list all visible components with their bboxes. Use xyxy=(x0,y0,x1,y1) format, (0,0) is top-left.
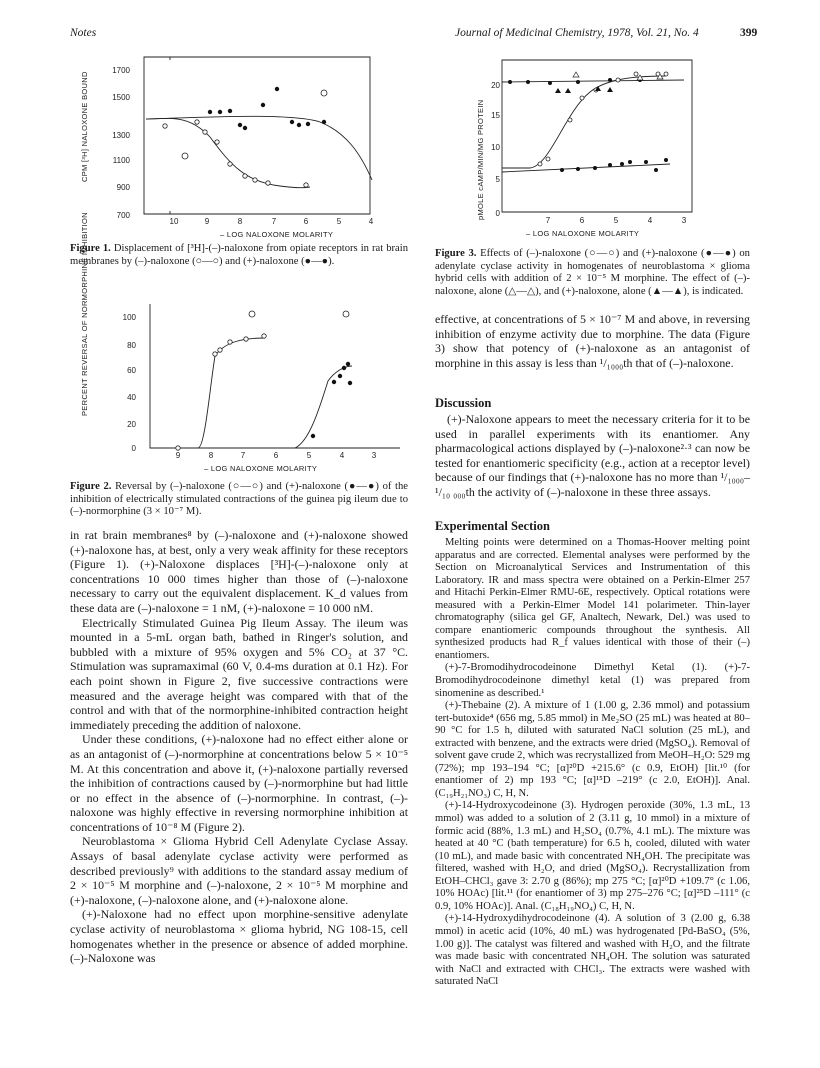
fig3-xtick: 6 xyxy=(579,216,585,225)
fig1-y-axis-label: CPM [³H] NALOXONE BOUND xyxy=(80,71,89,182)
fig3-xtick: 7 xyxy=(545,216,551,225)
paragraph: Melting points were determined on a Thomas-Hoover melting point apparatus and are corrected. Elemental analyses were performed by the Section on Microanalytical Services and Instrumentation of this Laboratory. IR and mass spectra were obtained on a Perkin-Elmer 257 and Hitachi Perkin-Elmer RMU-6E, respectively. Optical rotations were measured with a Perkin-Elmer Model 141 polarimeter. Thin-layer chromatography (silica gel GF, Analtech, Newark, Del.) was used to compare enantiomeric compounds throughout the synthesis. All synthesized products had R_f values identical with those of their (–) enantiomers. xyxy=(435,537,750,661)
fig1-xtick: 8 xyxy=(237,217,243,226)
fig3-ytick: 10 xyxy=(491,143,500,152)
fig3-x-axis-label: – LOG NALOXONE MOLARITY xyxy=(526,229,640,238)
paragraph: in rat brain membranes⁸ by (–)-naloxone and (+)-naloxone showed (+)-naloxone has, at best, only a very weak affinity for these receptors (Figure 1). (+)-Naloxone displaces [³H]-(–)-naloxone only at concentrations 10 000 times higher than those of (–)-naloxone necessary to carry out the equivalent displacement. K_d values from these data are (–)-naloxone = 1 nM, (+)-naloxone = 10 000 nM. xyxy=(70,528,408,615)
fig2-xtick: 3 xyxy=(371,451,377,460)
left-column-text xyxy=(70,528,408,966)
fig2-ytick: 40 xyxy=(127,393,136,402)
fig1-plot xyxy=(70,52,410,242)
paragraph: (+)-Naloxone appears to meet the necessary criteria for it to be used in parallel experiments with its enantiomer. Any pharmacological actions displayed by (–)-naloxone²·³ can now be tested for enantiomeric specificity (e.g., action at a receptor level) because of our findings that (+)-naloxone has no more than ¹/₁₀₀₀–¹/₁₀ ₀₀₀th the activity of (–)-naloxone in these three assays. xyxy=(435,412,750,499)
fig2-xtick: 5 xyxy=(306,451,312,460)
paragraph: (+)-Naloxone had no effect upon morphine-sensitive adenylate cyclase activity of neuroblastoma × glioma hybrid, NG 108-15, cell homogenates whether in the presence or absence of added morphine. (–)-Naloxone was xyxy=(70,907,408,966)
fig3-xtick: 5 xyxy=(613,216,619,225)
running-head-left: Notes xyxy=(70,27,97,39)
fig1-ytick: 1100 xyxy=(112,156,130,165)
paragraph: (+)-Thebaine (2). A mixture of 1 (1.00 g, 2.36 mmol) and potassium tert-butoxide⁴ (656 mg, 5.85 mmol) in Me₂SO (25 mL) was heated at 80–90 °C for 1.5 h, diluted with saturated NaCl solution (25 mL), and extracted with benzene, and the extracts were dried (MgSO₄). Removal of solvent gave crude 2, which was recrystallized from MeOH–H₂O: 529 mg (72%); mp 193–194 °C; [α]²⁰D +215.6° (c 0.9, EtOH) [lit.¹⁰ (for enantiomer of 2) mp 193 °C; [α]¹⁵D –219° (c 2.0, EtOH)]. Anal. (C₁₉H₂₁NO₃) C, H, N. xyxy=(435,700,750,799)
fig2-xtick: 8 xyxy=(208,451,214,460)
fig3-xtick: 3 xyxy=(681,216,687,225)
fig2-x-axis-label: – LOG NALOXONE MOLARITY xyxy=(204,464,318,473)
experimental-heading: Experimental Section xyxy=(435,519,550,533)
fig2-plot xyxy=(70,296,410,476)
fig1-ytick: 1700 xyxy=(112,66,130,75)
fig3-ytick: 0 xyxy=(495,209,500,218)
fig3-plot xyxy=(470,52,710,237)
paragraph: (+)-14-Hydroxycodeinone (3). Hydrogen peroxide (30%, 1.3 mL, 13 mmol) was added to a solution of 2 (3.11 g, 10 mmol) in a mixture of formic acid (88%, 1.3 mL) and H₂SO₄ (0.7%, 4.1 mL). The mixture was heated at 40 °C (bath temperature) for 6.5 h, cooled, diluted with water (10 mL), and made basic with concentrated NH₄OH. The precipitate was filtered, washed with H₂O, and dried (MgSO₄). Recrystallization from EtOH–CHCl₃ gave 3: 2.70 g (86%); mp 275 °C; [α]²⁰D +109.7° (c 1.06, 10% HOAc) [lit.¹¹ (for enantiomer of 3) mp 275–276 °C; [α]²⁵D –111° (c 0.9, 10% HOAc)]. Anal. (C₁₈H₁₉NO₄) C, H, N. xyxy=(435,800,750,912)
paragraph: (+)-14-Hydroxydihydrocodeinone (4). A solution of 3 (2.00 g, 6.38 mmol) in acetic acid (10%, 40 mL) was hydrogenated [Pd-BaSO₄ (5%, 1.00 g)]. The catalyst was filtered and washed with H₂O, and the filtrate was made basic with concentrated NH₄OH. The solution was saturated with NaCl and extracted with CHCl₃. The extracts were washed with saturated NaCl xyxy=(435,913,750,988)
fig3-caption-label: Figure 3. xyxy=(435,248,477,259)
fig2-caption xyxy=(70,481,408,519)
fig1-x-axis-label: – LOG NALOXONE MOLARITY xyxy=(220,230,334,239)
fig2-ytick: 80 xyxy=(127,341,136,350)
fig1-ytick: 700 xyxy=(116,211,130,220)
fig3-caption xyxy=(435,248,750,298)
fig2-caption-label: Figure 2. xyxy=(70,481,112,492)
fig1-xtick: 4 xyxy=(368,217,374,226)
fig1-ytick: 1500 xyxy=(112,93,130,102)
fig1-xtick: 9 xyxy=(204,217,210,226)
fig2-caption-text: Reversal by (–)-naloxone (○—○) and (+)-naloxone (●—●) of the inhibition of electrically stimulated contractions of the guinea pig ileum due to (–)-normorphine (3 × 10⁻⁷ M). xyxy=(70,481,408,518)
fig1-caption-text: Displacement of [³H]-(–)-naloxone from opiate receptors in rat brain membranes by (–)-naloxone (○—○) and (+)-naloxone (●—●). xyxy=(70,243,408,267)
fig2-ytick: 0 xyxy=(131,444,136,453)
fig2-y-axis-label: PERCENT REVERSAL OF NORMORPHINE INHIBITION xyxy=(80,212,89,416)
fig1-caption xyxy=(70,243,408,268)
fig1-xtick: 5 xyxy=(336,217,342,226)
fig2-xtick: 4 xyxy=(339,451,345,460)
right-column-intro: effective, at concentrations of 5 × 10⁻⁷ M and above, in reversing inhibition of enzyme activity due to morphine. The data (Figure 3) show that potency of (+)-naloxone as an antagonist of morphine in this assay is less than ¹/₁₀₀₀th that of (–)-naloxone. xyxy=(435,312,750,370)
figure-1 xyxy=(70,52,410,242)
fig2-ytick: 100 xyxy=(122,313,136,322)
fig3-ytick: 15 xyxy=(491,111,500,120)
fig3-ytick: 20 xyxy=(491,81,500,90)
fig2-xtick: 9 xyxy=(175,451,181,460)
page-number: 399 xyxy=(740,27,758,39)
journal-citation: Journal of Medicinal Chemistry, 1978, Vol. 21, No. 4 xyxy=(455,27,699,39)
fig1-ytick: 900 xyxy=(116,183,130,192)
experimental-text xyxy=(435,537,750,989)
fig1-xtick: 7 xyxy=(271,217,277,226)
discussion-heading: Discussion xyxy=(435,396,492,410)
paragraph: Neuroblastoma × Glioma Hybrid Cell Adenylate Cyclase Assay. Assays of basal adenylate cyclase activity were performed as described previously⁹ with additions to the standard assay medium of 2 × 10⁻⁵ M morphine and (–)-naloxone, 2 × 10⁻⁵ M morphine and (+)-naloxone, (–)-naloxone alone, and (+)-naloxone alone. xyxy=(70,834,408,907)
fig2-ytick: 60 xyxy=(127,366,136,375)
paragraph: Under these conditions, (+)-naloxone had no effect either alone or as an antagonist of (–)-normorphine at concentrations below 5 × 10⁻⁵ M. At this concentration and above it, (+)-naloxone partially reversed the inhibition of contractions caused by (–)-normorphine but had little or no effect in the absence of (–)-normorphine. In contrast, (–)-naloxone was highly effective in reversing normorphine inhibition at concentrations of 10⁻⁸ M (Figure 2). xyxy=(70,732,408,834)
fig3-caption-text: Effects of (–)-naloxone (○—○) and (+)-naloxone (●—●) on adenylate cyclase activity in homogenates of neuroblastoma × glioma hybrid cells with addition of 2 × 10⁻⁵ M morphine. The effect of (–)-naloxone, alone (△—△), and (+)-naloxone, alone (▲—▲), is indicated. xyxy=(435,248,750,297)
fig3-xtick: 4 xyxy=(647,216,653,225)
fig1-caption-label: Figure 1. xyxy=(70,243,111,254)
fig3-ytick: 5 xyxy=(495,175,500,184)
discussion-text xyxy=(435,412,750,500)
figure-3 xyxy=(470,52,710,237)
fig2-xtick: 7 xyxy=(240,451,246,460)
fig1-ytick: 1300 xyxy=(112,131,130,140)
fig2-xtick: 6 xyxy=(273,451,279,460)
paragraph: (+)-7-Bromodihydrocodeinone Dimethyl Ketal (1). (+)-7-Bromodihydrocodeinone dimethyl ketal (1) was prepared from sinomenine as described.¹ xyxy=(435,662,750,699)
paragraph: Electrically Stimulated Guinea Pig Ileum Assay. The ileum was mounted in a 5-mL organ bath, bathed in Ringer's solution, and bubbled with a mixture of 95% oxygen and 5% CO₂ at 37 °C. Stimulation was supramaximal (60 V, 0.4-ms duration at 0.1 Hz). For each point shown in Figure 2, five successive contractions were measured and the average height was compared with that of the control and with that of the normorphine-inhibited contraction height immediately preceding the addition of naloxone. xyxy=(70,615,408,732)
fig3-y-axis-label: pMOLE cAMP/MIN/MG PROTEIN xyxy=(476,99,485,220)
fig1-xtick: 10 xyxy=(169,217,179,226)
fig1-xtick: 6 xyxy=(303,217,309,226)
fig2-ytick: 20 xyxy=(127,420,136,429)
